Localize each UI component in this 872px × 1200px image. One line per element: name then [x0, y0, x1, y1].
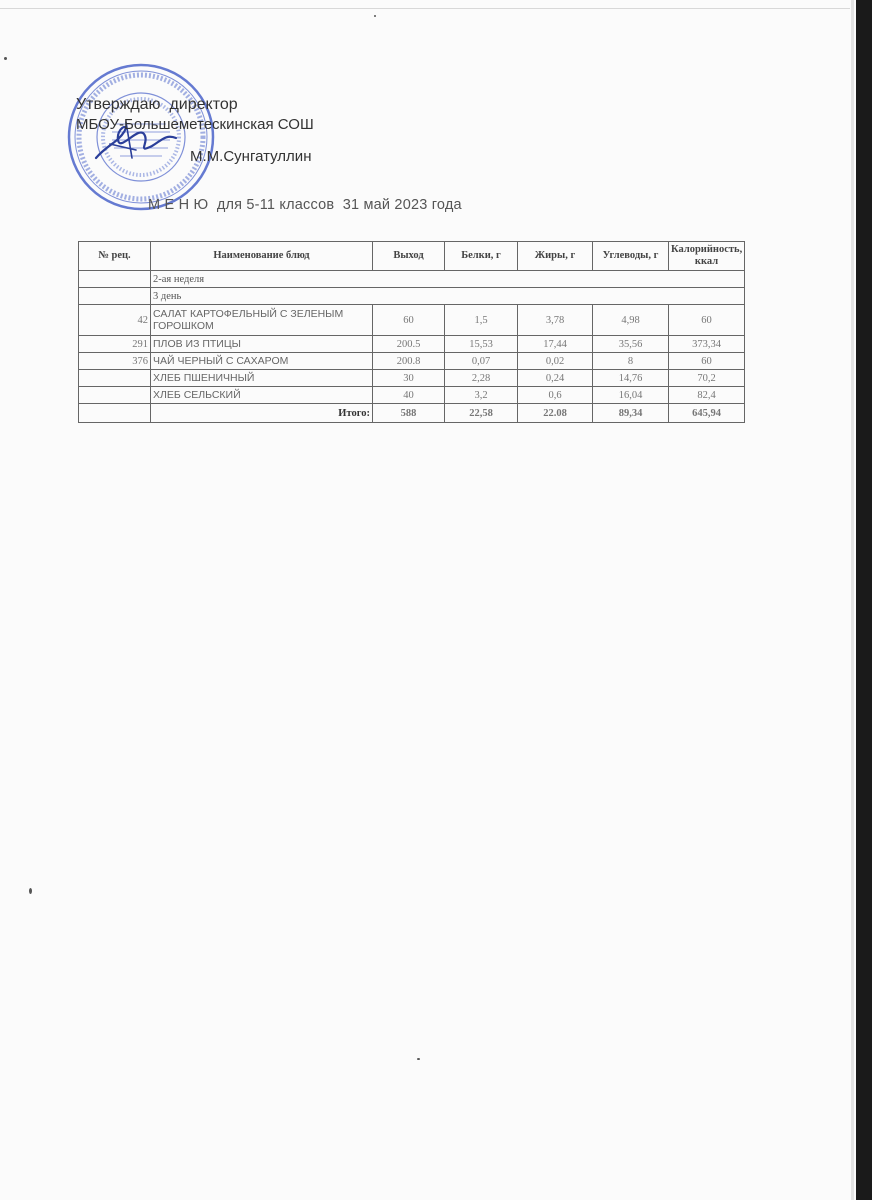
column-header: Наименование блюд	[151, 242, 373, 271]
director-name: М.М.Сунгатуллин	[190, 148, 312, 165]
fat-value: 17,44	[518, 336, 593, 353]
fat-value: 0,24	[518, 370, 593, 387]
recipe-number: 291	[79, 336, 151, 353]
scan-speck	[29, 888, 32, 894]
column-header: Жиры, г	[518, 242, 593, 271]
school-stamp	[66, 62, 216, 212]
day-row	[79, 288, 745, 305]
kcal-value: 60	[669, 353, 745, 370]
scan-speck	[374, 15, 376, 17]
column-header: Выход	[373, 242, 445, 271]
kcal-value: 373,34	[669, 336, 745, 353]
kcal-value: 82,4	[669, 387, 745, 404]
table-row	[79, 370, 745, 387]
approval-line: Утверждаю директор	[76, 96, 238, 113]
school-name: МБОУ-Большеметескинская СОШ	[76, 116, 314, 133]
carbs-value: 8	[593, 353, 669, 370]
dish-name: ПЛОВ ИЗ ПТИЦЫ	[151, 336, 373, 353]
recipe-number: 376	[79, 353, 151, 370]
scan-speck	[417, 1058, 420, 1060]
dish-name: ХЛЕБ СЕЛЬСКИЙ	[151, 387, 373, 404]
table-row	[79, 353, 745, 370]
column-header: Углеводы, г	[593, 242, 669, 271]
recipe-number	[79, 387, 151, 404]
total-kcal: 645,94	[669, 404, 745, 423]
protein-value: 15,53	[445, 336, 518, 353]
recipe-number: 42	[79, 305, 151, 336]
column-header: № рец.	[79, 242, 151, 271]
week-row	[79, 271, 745, 288]
portion-output: 60	[373, 305, 445, 336]
column-header: Белки, г	[445, 242, 518, 271]
portion-output: 200.8	[373, 353, 445, 370]
scan-speck	[4, 57, 7, 60]
carbs-value: 16,04	[593, 387, 669, 404]
portion-output: 40	[373, 387, 445, 404]
protein-value: 0,07	[445, 353, 518, 370]
protein-value: 1,5	[445, 305, 518, 336]
column-header: Калорийность, ккал	[669, 242, 745, 271]
menu-title: М Е Н Ю для 5-11 классов 31 май 2023 года	[148, 197, 462, 213]
table-row	[79, 305, 745, 336]
total-row	[79, 404, 745, 423]
kcal-value: 70,2	[669, 370, 745, 387]
table-row	[79, 387, 745, 404]
scan-edge	[0, 8, 850, 9]
dish-name: ХЛЕБ ПШЕНИЧНЫЙ	[151, 370, 373, 387]
table-header-row	[79, 242, 745, 271]
scan-edge	[851, 0, 854, 1200]
portion-output: 30	[373, 370, 445, 387]
total-fat: 22.08	[518, 404, 593, 423]
kcal-value: 60	[669, 305, 745, 336]
scan-edge	[856, 0, 872, 1200]
carbs-value: 4,98	[593, 305, 669, 336]
recipe-number	[79, 370, 151, 387]
fat-value: 0,6	[518, 387, 593, 404]
table-row	[79, 336, 745, 353]
protein-value: 2,28	[445, 370, 518, 387]
dish-name: ЧАЙ ЧЕРНЫЙ С САХАРОМ	[151, 353, 373, 370]
total-label: Итого:	[151, 404, 373, 423]
carbs-value: 14,76	[593, 370, 669, 387]
fat-value: 0,02	[518, 353, 593, 370]
total-protein: 22,58	[445, 404, 518, 423]
protein-value: 3,2	[445, 387, 518, 404]
menu-table	[78, 241, 745, 423]
total-carbs: 89,34	[593, 404, 669, 423]
dish-name: САЛАТ КАРТОФЕЛЬНЫЙ С ЗЕЛЕНЫМ ГОРОШКОМ	[151, 305, 373, 336]
carbs-value: 35,56	[593, 336, 669, 353]
week-label: 2-ая неделя	[151, 271, 745, 288]
portion-output: 200.5	[373, 336, 445, 353]
fat-value: 3,78	[518, 305, 593, 336]
day-label: 3 день	[151, 288, 745, 305]
total-output: 588	[373, 404, 445, 423]
